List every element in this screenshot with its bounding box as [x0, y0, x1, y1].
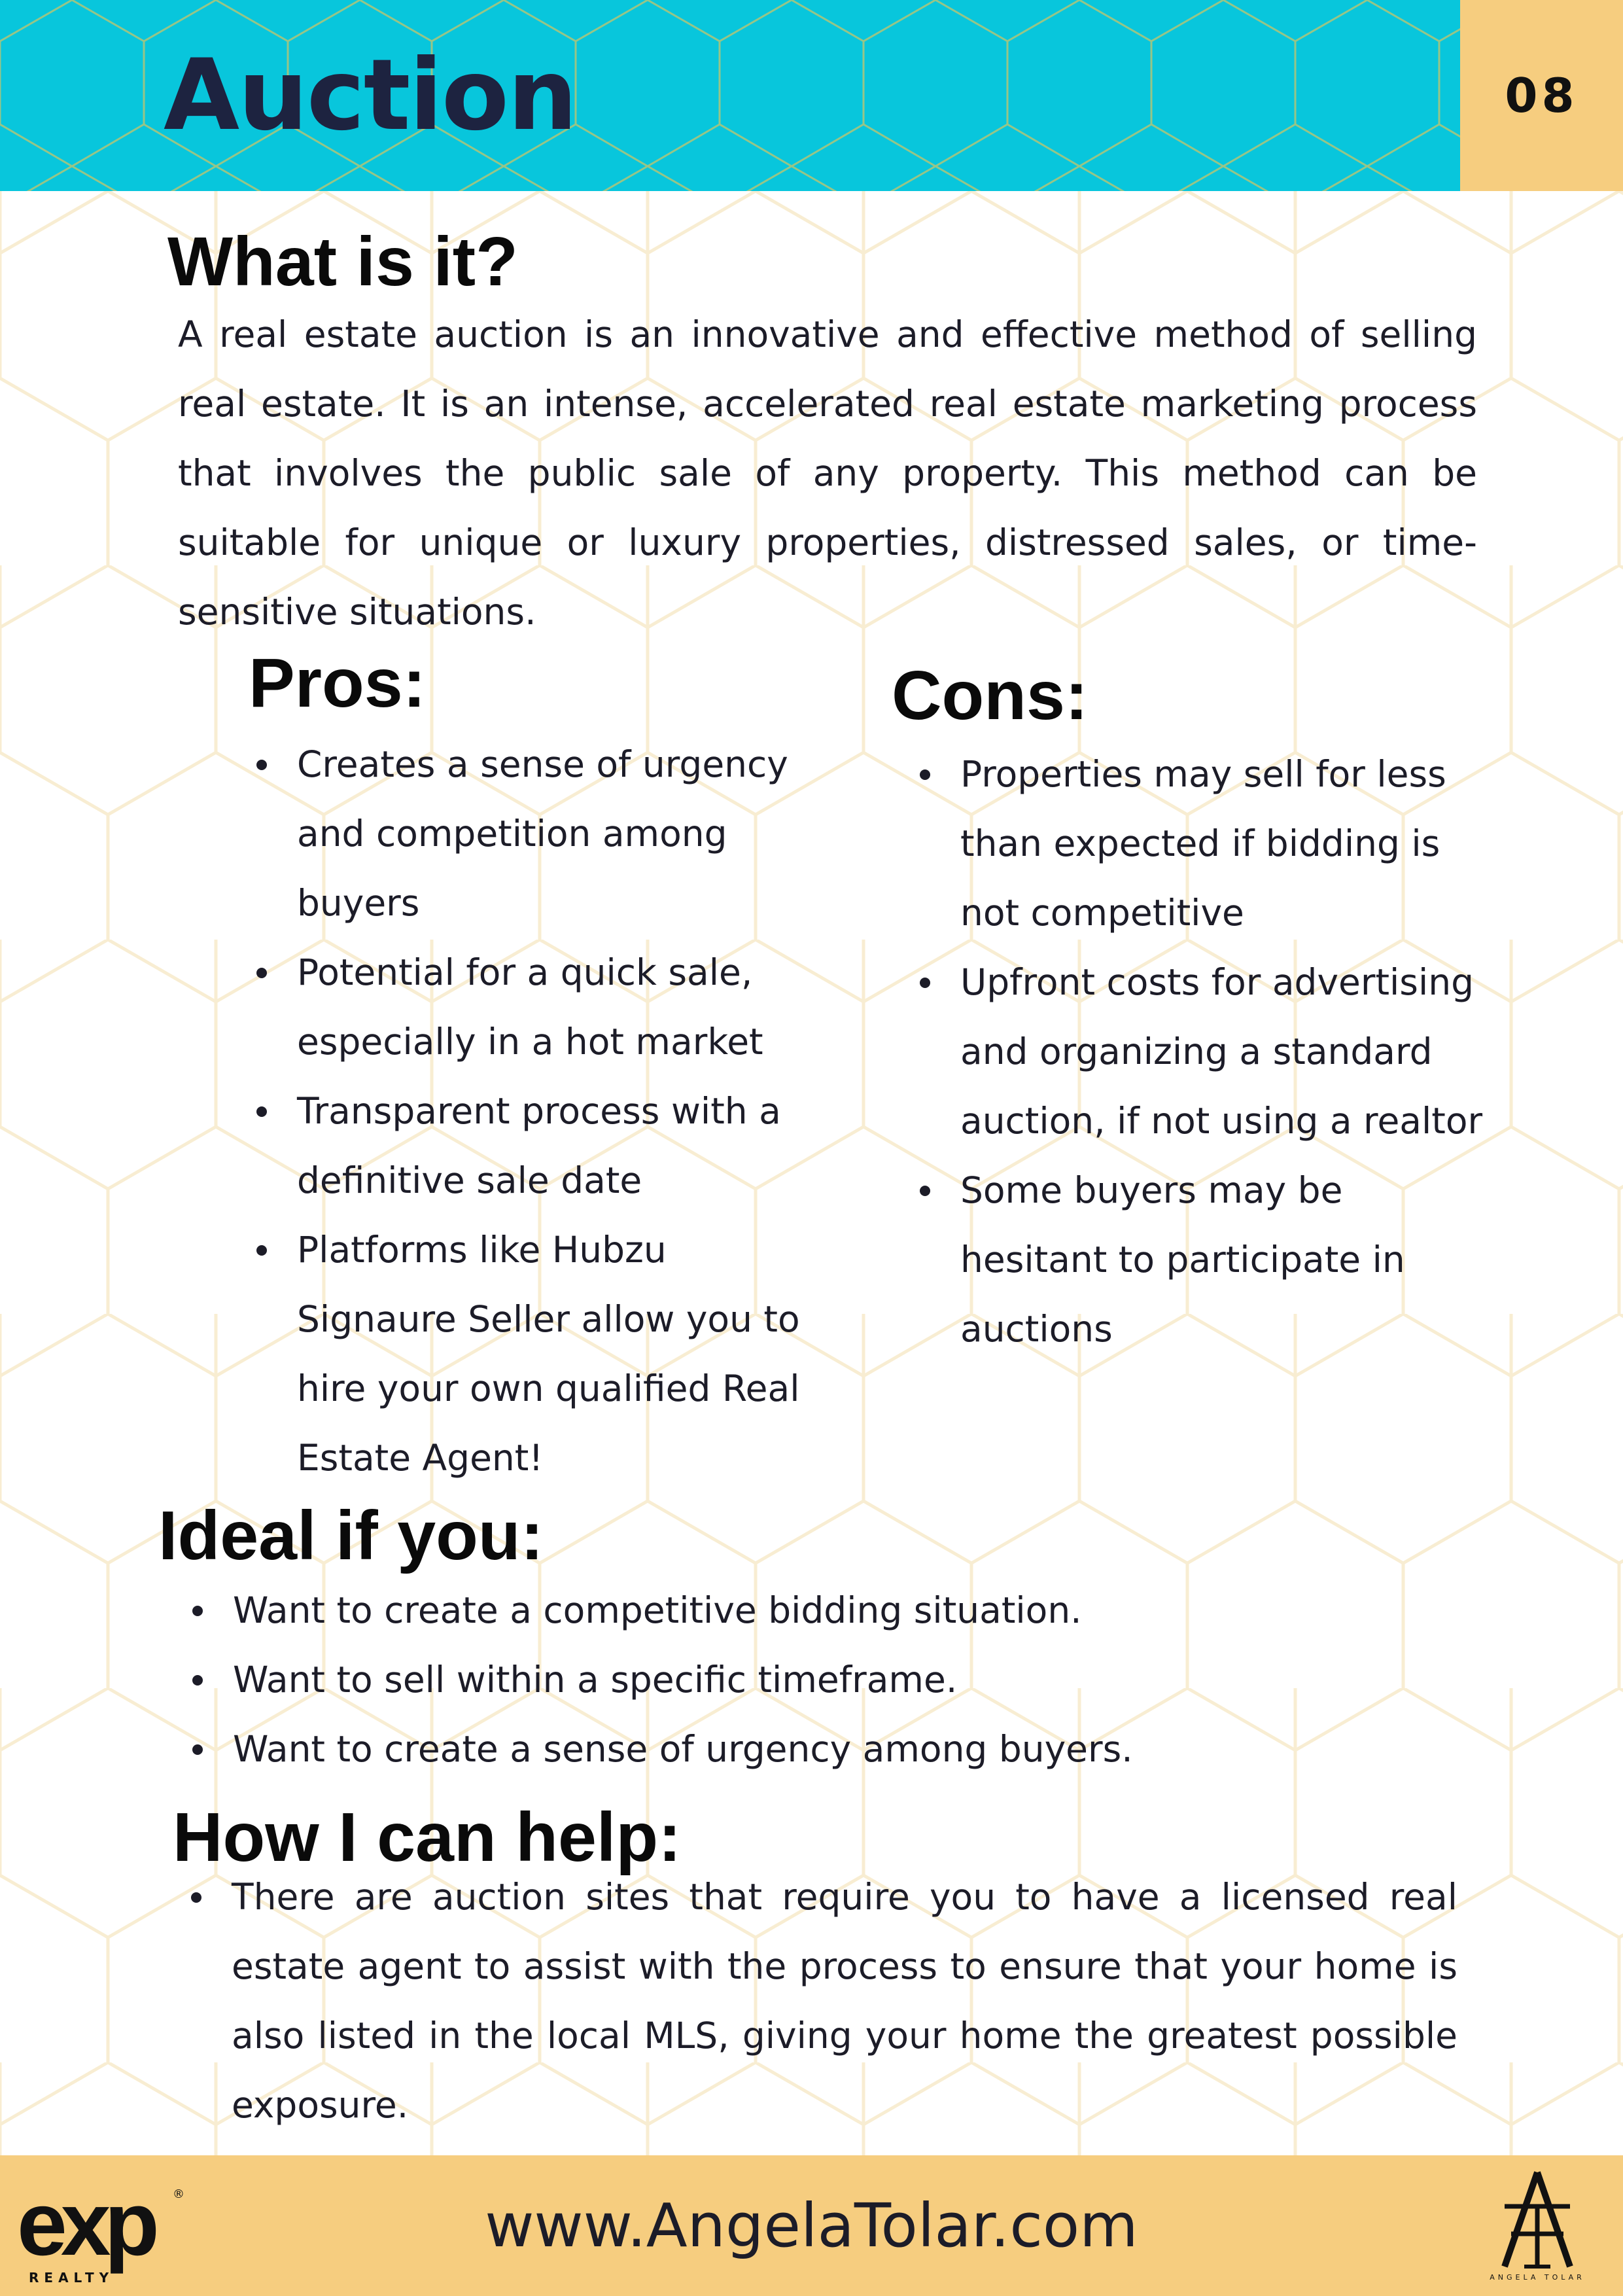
- list-item: Upfront costs for advertising and organizing a standard auction, if not using a realtor: [960, 947, 1484, 1156]
- help-heading: How I can help:: [173, 1799, 682, 1876]
- exp-realty-logo: [17, 2174, 187, 2286]
- exp-logo-subtext: REALTY: [29, 2270, 114, 2286]
- ideal-heading: Ideal if you:: [158, 1497, 544, 1574]
- list-item: Potential for a quick sale, especially in a hot market: [297, 938, 820, 1076]
- ideal-list: [233, 1576, 1476, 1784]
- what-is-it-heading: What is it?: [167, 223, 518, 300]
- pros-list: [297, 730, 820, 1492]
- page-number: 08: [1505, 68, 1579, 123]
- list-item: Some buyers may be hesitant to participate in auctions: [960, 1156, 1484, 1364]
- exp-logo-text: exp: [17, 2174, 153, 2274]
- footer-bar: [0, 2155, 1623, 2296]
- what-is-it-paragraph: A real estate auction is an innovative and effective method of selling real estate. It is an intense, accelerated real estate marketing process that involves the public sale of any property. This method can be suitable for unique or luxury properties, distressed sales, or time-sensitive situations.: [178, 313, 1477, 633]
- list-item: Platforms like Hubzu Signaure Seller allow you to hire your own qualified Real Estate Agent!: [297, 1215, 820, 1492]
- agent-logo-text: ANGELA TOLAR: [1490, 2273, 1585, 2282]
- page-title: Auction: [164, 39, 576, 152]
- list-item: Want to create a sense of urgency among buyers.: [233, 1714, 1476, 1784]
- pros-heading: Pros:: [249, 645, 426, 722]
- angela-tolar-logo: [1485, 2168, 1590, 2289]
- cons-heading: Cons:: [892, 657, 1089, 734]
- list-item: Creates a sense of urgency and competition among buyers: [297, 730, 820, 938]
- help-list: [232, 1862, 1457, 2140]
- list-item: Properties may sell for less than expected if bidding is not competitive: [960, 739, 1484, 947]
- website-link[interactable]: www.AngelaTolar.com: [485, 2191, 1138, 2261]
- list-item: Want to sell within a specific timeframe.: [233, 1645, 1476, 1714]
- registered-mark: ®: [173, 2187, 184, 2201]
- list-item: Want to create a competitive bidding situation.: [233, 1576, 1476, 1645]
- list-item: There are auction sites that require you to have a licensed real estate agent to assist with the process to ensure that your home is also listed in the local MLS, giving your home the greatest possible exposure.: [232, 1862, 1457, 2140]
- list-item: Transparent process with a definitive sale date: [297, 1076, 820, 1215]
- cons-list: [960, 739, 1484, 1364]
- at-monogram-icon: [1485, 2168, 1590, 2273]
